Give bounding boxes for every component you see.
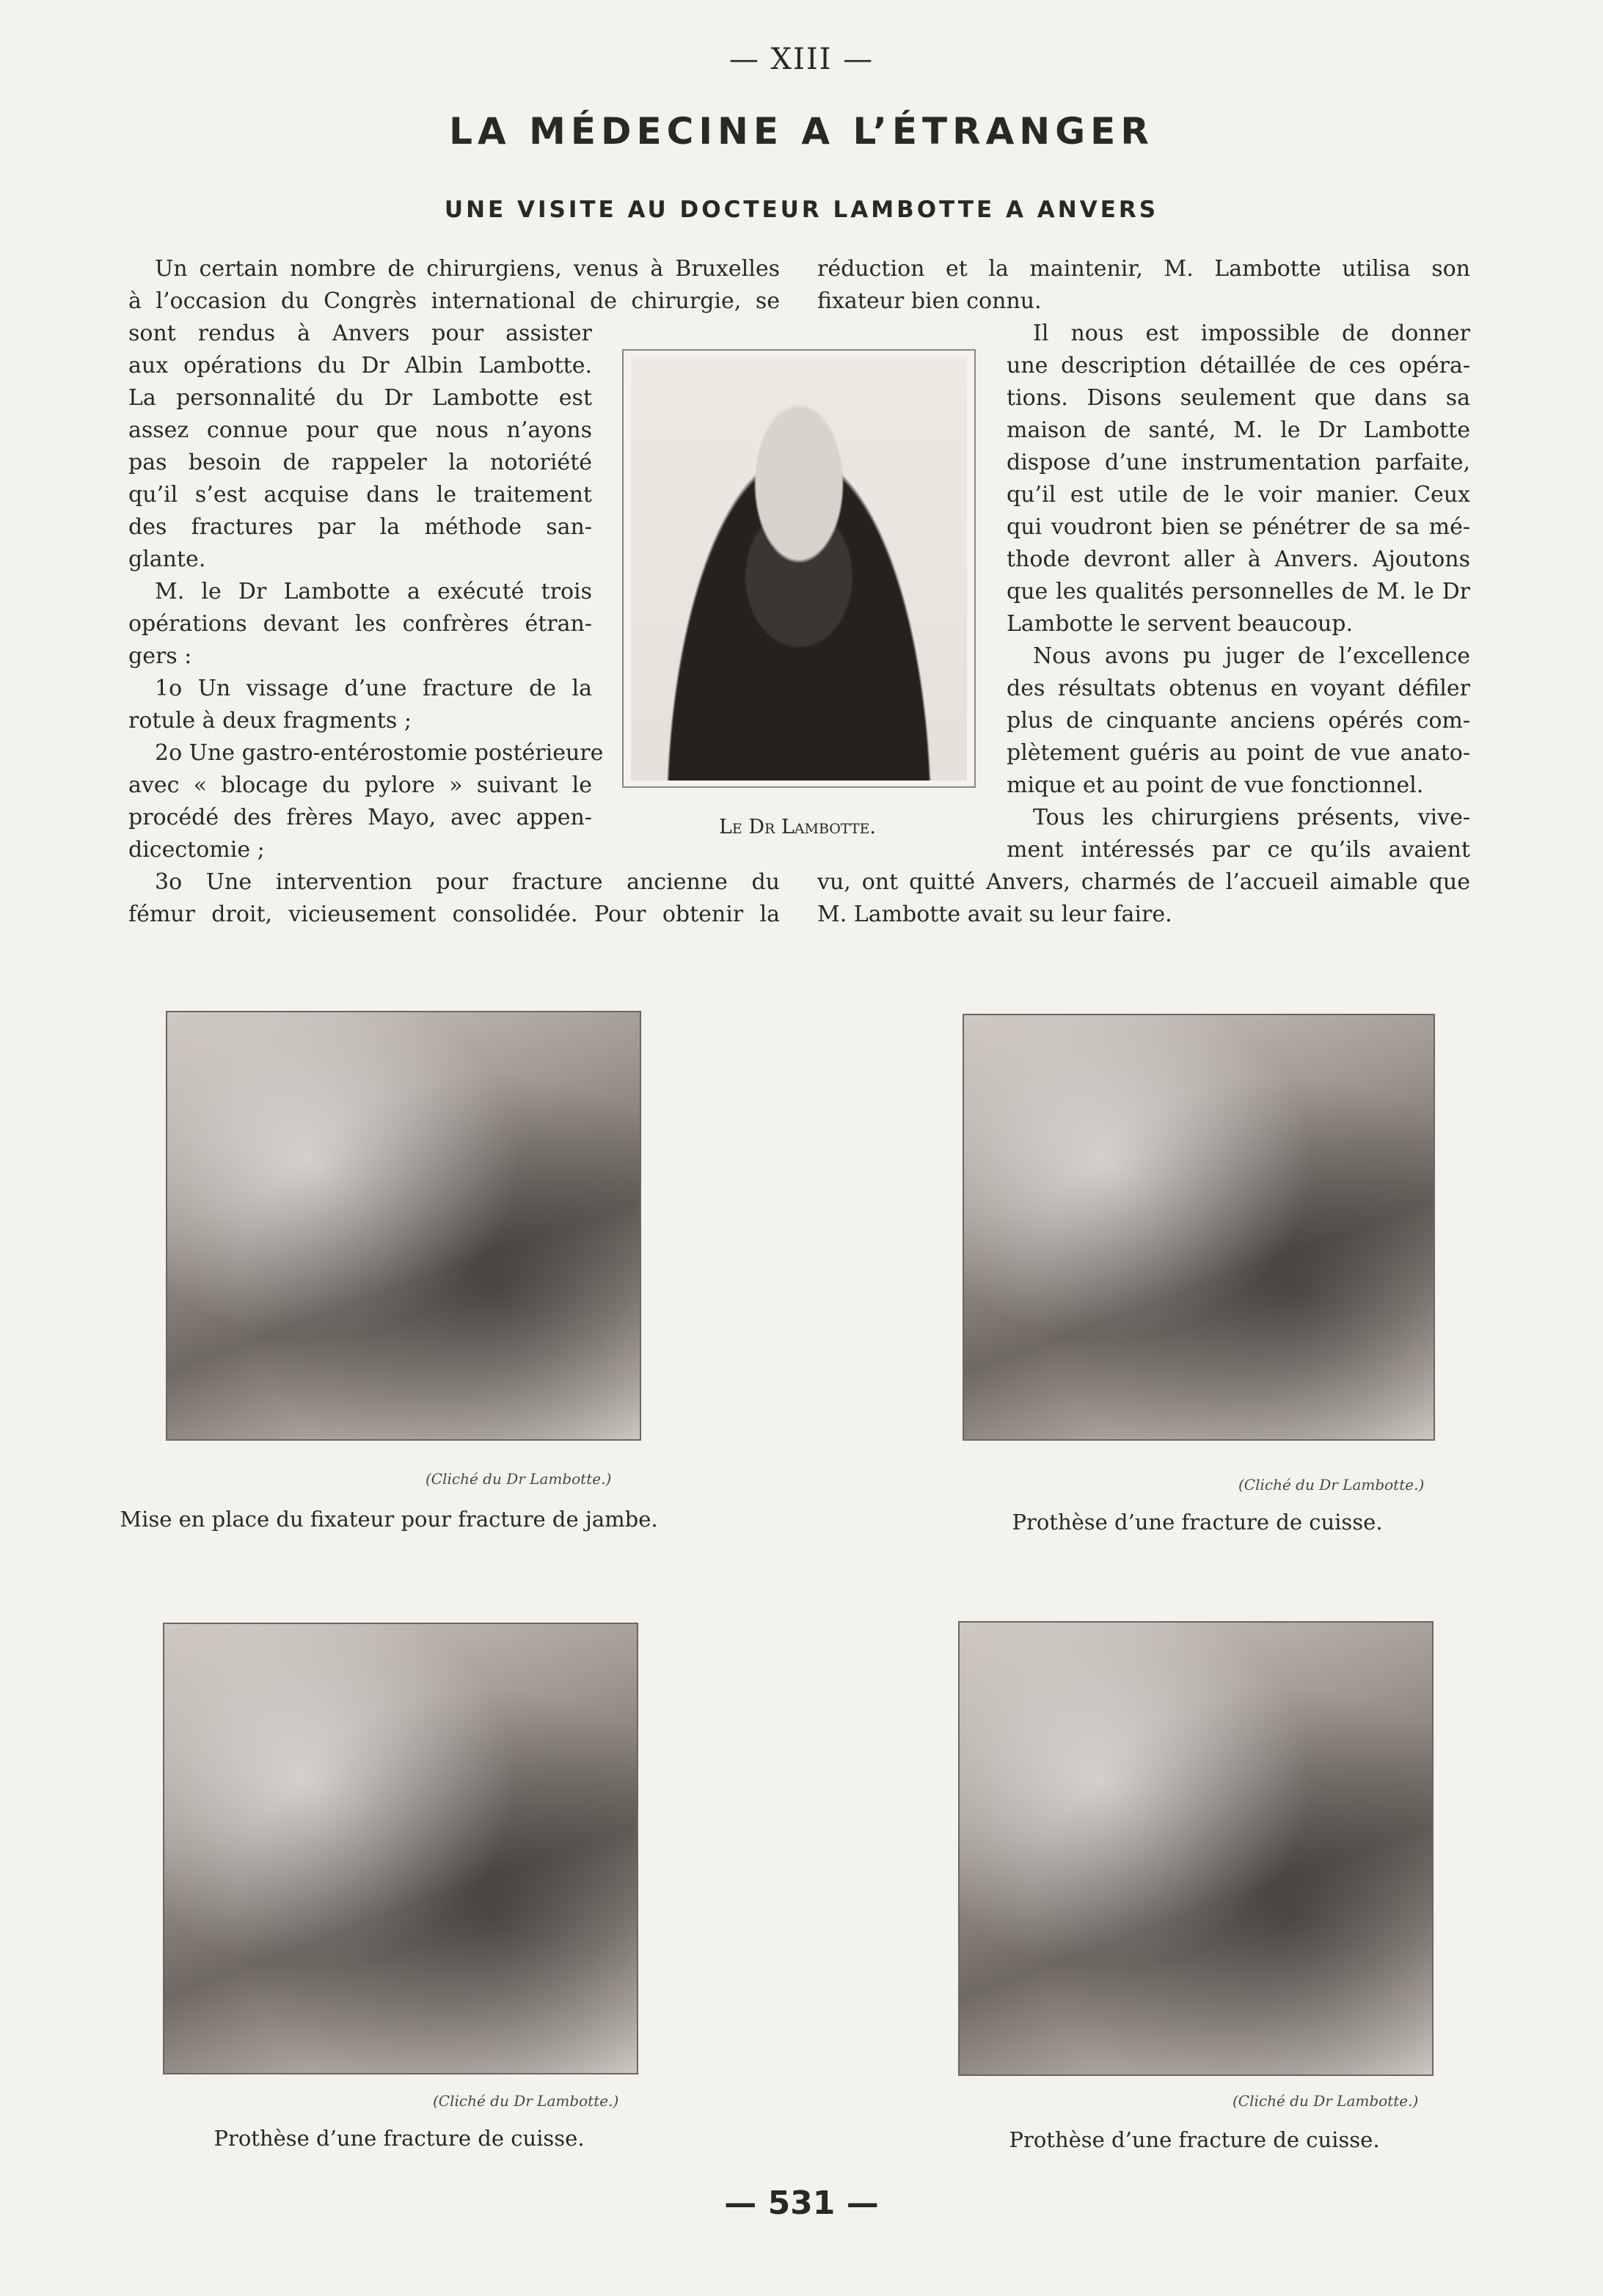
text-line: Un certain nombre de chirurgiens, venus à Bruxelles (155, 256, 780, 282)
text-line: pas besoin de rappeler la notoriété (128, 450, 592, 475)
text-line: procédé des frères Mayo, avec appen- (128, 805, 592, 830)
text-line: une description détaillée de ces opéra- (1007, 353, 1470, 379)
figure-caption-3: Prothèse d’une fracture de cuisse. (213, 2126, 585, 2151)
text-line: opérations devant les confrères étran- (128, 611, 592, 637)
text-line: thode devront aller à Anvers. Ajoutons (1007, 546, 1470, 572)
text-line: mique et au point de vue fonctionnel. (1007, 772, 1424, 798)
text-line: rotule à deux fragments ; (128, 708, 412, 734)
text-line: gers : (128, 643, 192, 669)
text-line: ment intéressés par ce qu’ils avaient (1007, 837, 1470, 863)
text-line: Nous avons pu juger de l’excellence (1033, 643, 1470, 669)
text-line: des résultats obtenus en voyant défiler (1007, 676, 1470, 701)
text-line: dispose d’une instrumentation parfaite, (1007, 450, 1470, 475)
figure-photo-2 (963, 1014, 1435, 1441)
figure-photo-1 (166, 1011, 641, 1441)
text-line: avec « blocage du pylore » suivant le (128, 772, 592, 798)
text-line: Tous les chirurgiens présents, vive- (1033, 805, 1470, 830)
text-line: 2o Une gastro-entérostomie postérieure (155, 740, 604, 766)
figure-caption-1: Mise en place du fixateur pour fracture de jambe. (120, 1507, 658, 1532)
text-line: qu’il est utile de le voir manier. Ceux (1007, 482, 1470, 508)
figure-credit-2: (Cliché du Dr Lambotte.) (1238, 1476, 1425, 1494)
portrait-photo (622, 349, 976, 788)
portrait-caption: Le Dr Lambotte. (718, 816, 877, 838)
text-line: à l’occasion du Congrès international de chirurgie, se (128, 288, 780, 314)
text-line: plètement guéris au point de vue anato- (1007, 740, 1470, 766)
figure-caption-4: Prothèse d’une fracture de cuisse. (1009, 2127, 1380, 2152)
text-line: tions. Disons seulement que dans sa (1007, 385, 1470, 411)
text-line: plus de cinquante anciens opérés com- (1007, 708, 1470, 734)
portrait-image (631, 357, 967, 780)
text-line: Lambotte le servent beaucoup. (1007, 611, 1354, 637)
text-line: 1o Un vissage d’une fracture de la (155, 676, 592, 701)
text-line: assez connue pour que nous n’ayons (128, 417, 592, 443)
text-line: M. le Dr Lambotte a exécuté trois (155, 579, 592, 604)
figure-credit-3: (Cliché du Dr Lambotte.) (433, 2092, 619, 2110)
text-line: qu’il s’est acquise dans le traitement (128, 482, 592, 508)
text-line: vu, ont quitté Anvers, charmés de l’accueil aimable que (817, 869, 1470, 895)
text-line: dicectomie ; (128, 837, 265, 863)
text-line: aux opérations du Dr Albin Lambotte. (128, 353, 592, 379)
text-line: sont rendus à Anvers pour assister (128, 321, 592, 346)
text-line: des fractures par la méthode san- (128, 514, 592, 540)
text-line: qui voudront bien se pénétrer de sa mé- (1007, 514, 1470, 540)
text-line: Il nous est impossible de donner (1033, 321, 1470, 346)
figure-credit-4: (Cliché du Dr Lambotte.) (1233, 2092, 1419, 2110)
text-line: glante. (128, 546, 206, 572)
running-header: — XIII — (729, 43, 874, 76)
figure-photo-3 (163, 1623, 638, 2074)
figure-credit-1: (Cliché du Dr Lambotte.) (426, 1470, 612, 1488)
article-title: LA MÉDECINE A L’ÉTRANGER (449, 110, 1154, 153)
text-line: 3o Une intervention pour fracture ancienne du (155, 869, 780, 895)
page-number: — 531 — (724, 2185, 879, 2222)
text-line: maison de santé, M. le Dr Lambotte (1007, 417, 1470, 443)
text-line: M. Lambotte avait su leur faire. (817, 902, 1172, 927)
text-line: que les qualités personnelles de M. le Dr (1007, 579, 1470, 604)
text-line: fémur droit, vicieusement consolidée. Pour obtenir la (128, 902, 780, 927)
text-line: fixateur bien connu. (817, 288, 1042, 314)
text-line: réduction et la maintenir, M. Lambotte utilisa son (817, 256, 1470, 282)
article-subtitle: UNE VISITE AU DOCTEUR LAMBOTTE A ANVERS (444, 197, 1159, 223)
figure-photo-4 (958, 1621, 1434, 2076)
text-line: La personnalité du Dr Lambotte est (128, 385, 592, 411)
figure-caption-2: Prothèse d’une fracture de cuisse. (1012, 1510, 1383, 1535)
